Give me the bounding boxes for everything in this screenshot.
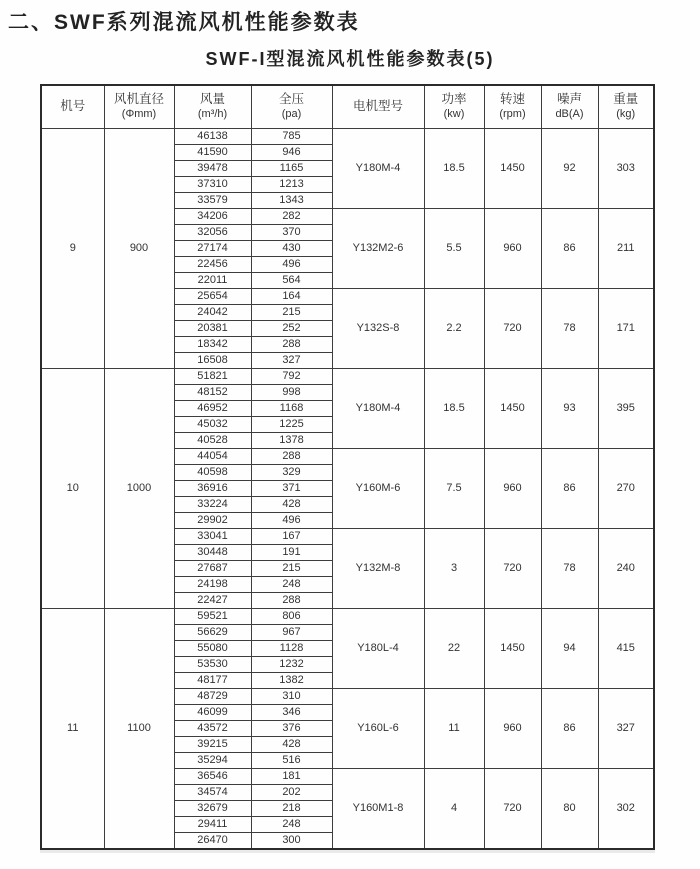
cell-pressure: 1382: [251, 673, 332, 689]
cell-noise: 78: [541, 529, 598, 609]
cell-airflow: 34574: [174, 785, 251, 801]
cell-airflow: 30448: [174, 545, 251, 561]
col-header-airflow: [174, 85, 251, 129]
col-header-noise: [541, 85, 598, 129]
cell-airflow: 18342: [174, 337, 251, 353]
cell-airflow: 48152: [174, 385, 251, 401]
col-header-weight: [598, 85, 654, 129]
cell-pressure: 202: [251, 785, 332, 801]
cell-airflow: 53530: [174, 657, 251, 673]
cell-airflow: 41590: [174, 145, 251, 161]
cell-pressure: 252: [251, 321, 332, 337]
cell-pressure: 248: [251, 817, 332, 833]
cell-weight: 240: [598, 529, 654, 609]
cell-power: 22: [424, 609, 484, 689]
cell-airflow: 27687: [174, 561, 251, 577]
cell-airflow: 22456: [174, 257, 251, 273]
col-header-rpm: [484, 85, 541, 129]
cell-power: 11: [424, 689, 484, 769]
cell-motor-model: Y180L-4: [332, 609, 424, 689]
col-header-unit: (pa): [281, 107, 302, 120]
cell-pressure: 1378: [251, 433, 332, 449]
cell-rpm: 720: [484, 769, 541, 850]
cell-weight: 171: [598, 289, 654, 369]
col-header-label: 电机型号: [352, 99, 403, 114]
cell-airflow: 39478: [174, 161, 251, 177]
cell-airflow: 43572: [174, 721, 251, 737]
cell-weight: 327: [598, 689, 654, 769]
cell-pressure: 946: [251, 145, 332, 161]
cell-airflow: 22427: [174, 593, 251, 609]
cell-pressure: 248: [251, 577, 332, 593]
table-header: [41, 85, 654, 129]
cell-airflow: 35294: [174, 753, 251, 769]
cell-airflow: 27174: [174, 241, 251, 257]
cell-rpm: 1450: [484, 609, 541, 689]
cell-pressure: 967: [251, 625, 332, 641]
cell-noise: 86: [541, 689, 598, 769]
cell-pressure: 806: [251, 609, 332, 625]
col-header-pressure: [251, 85, 332, 129]
cell-pressure: 496: [251, 257, 332, 273]
header-row: [41, 85, 654, 129]
cell-weight: 395: [598, 369, 654, 449]
cell-power: 18.5: [424, 129, 484, 209]
cell-model-no: 11: [41, 609, 104, 850]
cell-motor-model: Y160L-6: [332, 689, 424, 769]
cell-pressure: 288: [251, 593, 332, 609]
table-body: [41, 129, 654, 850]
cell-airflow: 51821: [174, 369, 251, 385]
cell-diameter: 900: [104, 129, 174, 369]
cell-diameter: 1100: [104, 609, 174, 850]
cell-rpm: 720: [484, 529, 541, 609]
cell-weight: 415: [598, 609, 654, 689]
cell-noise: 94: [541, 609, 598, 689]
cell-pressure: 1225: [251, 417, 332, 433]
cell-motor-model: Y180M-4: [332, 369, 424, 449]
cell-pressure: 998: [251, 385, 332, 401]
cell-power: 5.5: [424, 209, 484, 289]
cell-power: 4: [424, 769, 484, 850]
cell-airflow: 45032: [174, 417, 251, 433]
cell-diameter: 1000: [104, 369, 174, 609]
col-header-unit: (kg): [616, 107, 636, 120]
cell-airflow: 29902: [174, 513, 251, 529]
cell-airflow: 22011: [174, 273, 251, 289]
col-header-label: 风量: [199, 92, 225, 107]
cell-airflow: 33224: [174, 497, 251, 513]
cell-pressure: 288: [251, 449, 332, 465]
col-header-unit: (kw): [443, 107, 465, 120]
cell-pressure: 327: [251, 353, 332, 369]
cell-noise: 92: [541, 129, 598, 209]
cell-airflow: 33041: [174, 529, 251, 545]
cell-motor-model: Y160M1-8: [332, 769, 424, 850]
cell-pressure: 1128: [251, 641, 332, 657]
col-header-unit: (rpm): [499, 107, 526, 120]
cell-pressure: 218: [251, 801, 332, 817]
cell-pressure: 496: [251, 513, 332, 529]
cell-airflow: 37310: [174, 177, 251, 193]
cell-airflow: 55080: [174, 641, 251, 657]
cell-pressure: 282: [251, 209, 332, 225]
page-heading: 二、SWF系列混流风机性能参数表: [8, 11, 360, 34]
cell-rpm: 960: [484, 689, 541, 769]
cell-rpm: 1450: [484, 129, 541, 209]
cell-airflow: 48177: [174, 673, 251, 689]
cell-airflow: 32679: [174, 801, 251, 817]
col-header-diameter: [104, 85, 174, 129]
cell-weight: 270: [598, 449, 654, 529]
cell-airflow: 34206: [174, 209, 251, 225]
cell-airflow: 24198: [174, 577, 251, 593]
cell-pressure: 1232: [251, 657, 332, 673]
cell-model-no: 10: [41, 369, 104, 609]
cell-power: 7.5: [424, 449, 484, 529]
cell-model-no: 9: [41, 129, 104, 369]
cell-power: 3: [424, 529, 484, 609]
cell-rpm: 1450: [484, 369, 541, 449]
performance-table: [40, 84, 655, 850]
cell-motor-model: Y132S-8: [332, 289, 424, 369]
cell-rpm: 720: [484, 289, 541, 369]
cell-motor-model: Y180M-4: [332, 129, 424, 209]
cell-airflow: 59521: [174, 609, 251, 625]
col-header-label: 噪声: [556, 92, 582, 107]
cell-pressure: 1213: [251, 177, 332, 193]
cell-pressure: 371: [251, 481, 332, 497]
cell-airflow: 40598: [174, 465, 251, 481]
cell-airflow: 32056: [174, 225, 251, 241]
cell-rpm: 960: [484, 209, 541, 289]
cell-pressure: 300: [251, 833, 332, 850]
cell-airflow: 46138: [174, 129, 251, 145]
cell-pressure: 785: [251, 129, 332, 145]
cell-airflow: 36546: [174, 769, 251, 785]
col-header-label: 功率: [441, 92, 467, 107]
cell-pressure: 428: [251, 497, 332, 513]
col-header-label: 重量: [613, 92, 639, 107]
cell-pressure: 428: [251, 737, 332, 753]
cell-pressure: 215: [251, 561, 332, 577]
cell-weight: 303: [598, 129, 654, 209]
col-header-label: 风机直径: [113, 92, 164, 107]
col-header-label: 机号: [60, 99, 86, 114]
cell-airflow: 24042: [174, 305, 251, 321]
cell-noise: 78: [541, 289, 598, 369]
cell-noise: 86: [541, 449, 598, 529]
cell-pressure: 288: [251, 337, 332, 353]
col-header-model-no: [41, 85, 104, 129]
cell-noise: 80: [541, 769, 598, 850]
cell-motor-model: Y160M-6: [332, 449, 424, 529]
cell-weight: 211: [598, 209, 654, 289]
cell-pressure: 564: [251, 273, 332, 289]
cell-airflow: 46952: [174, 401, 251, 417]
table-subtitle: SWF-I型混流风机性能参数表(5): [205, 49, 495, 69]
cell-power: 18.5: [424, 369, 484, 449]
cell-airflow: 29411: [174, 817, 251, 833]
cell-airflow: 26470: [174, 833, 251, 850]
col-header-unit: (m³/h): [197, 107, 228, 120]
cell-airflow: 25654: [174, 289, 251, 305]
cell-noise: 93: [541, 369, 598, 449]
cell-pressure: 329: [251, 465, 332, 481]
cell-airflow: 48729: [174, 689, 251, 705]
cell-weight: 302: [598, 769, 654, 850]
cell-pressure: 167: [251, 529, 332, 545]
table-row: [41, 609, 654, 625]
cell-airflow: 56629: [174, 625, 251, 641]
col-header-label: 全压: [278, 92, 304, 107]
cell-airflow: 20381: [174, 321, 251, 337]
cell-pressure: 370: [251, 225, 332, 241]
cell-pressure: 191: [251, 545, 332, 561]
cell-pressure: 516: [251, 753, 332, 769]
cell-pressure: 181: [251, 769, 332, 785]
col-header-unit: dB(A): [555, 107, 584, 120]
cell-pressure: 792: [251, 369, 332, 385]
col-header-power: [424, 85, 484, 129]
table-row: [41, 369, 654, 385]
cell-pressure: 376: [251, 721, 332, 737]
cell-airflow: 16508: [174, 353, 251, 369]
col-header-unit: (Φmm): [121, 107, 157, 120]
cell-airflow: 40528: [174, 433, 251, 449]
cell-airflow: 46099: [174, 705, 251, 721]
cell-pressure: 164: [251, 289, 332, 305]
cell-power: 2.2: [424, 289, 484, 369]
cell-airflow: 39215: [174, 737, 251, 753]
col-header-label: 转速: [499, 92, 525, 107]
cell-motor-model: Y132M2-6: [332, 209, 424, 289]
cell-pressure: 1343: [251, 193, 332, 209]
cell-airflow: 36916: [174, 481, 251, 497]
cell-pressure: 1168: [251, 401, 332, 417]
cell-pressure: 310: [251, 689, 332, 705]
cell-pressure: 346: [251, 705, 332, 721]
cell-pressure: 215: [251, 305, 332, 321]
cell-airflow: 44054: [174, 449, 251, 465]
cell-pressure: 1165: [251, 161, 332, 177]
table-row: [41, 129, 654, 145]
cell-rpm: 960: [484, 449, 541, 529]
cell-airflow: 33579: [174, 193, 251, 209]
cell-pressure: 430: [251, 241, 332, 257]
cell-motor-model: Y132M-8: [332, 529, 424, 609]
cell-noise: 86: [541, 209, 598, 289]
col-header-motor-model: [332, 85, 424, 129]
